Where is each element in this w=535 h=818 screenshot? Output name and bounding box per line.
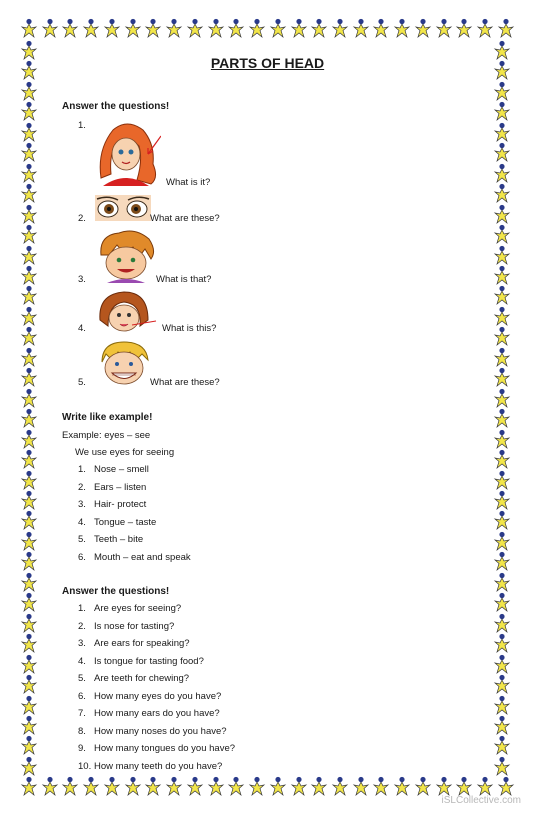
- star-icon: [20, 183, 38, 203]
- star-icon: [20, 204, 38, 224]
- star-icon: [493, 388, 511, 408]
- question-number: 3.: [78, 274, 86, 285]
- question-item-1: [78, 120, 94, 131]
- list-item: 3. Hair- protect: [78, 499, 147, 510]
- star-icon: [20, 224, 38, 244]
- page-title: PARTS OF HEAD: [210, 55, 325, 71]
- question-text: What is it?: [166, 177, 211, 188]
- star-icon: [144, 776, 162, 796]
- list-item: 6. Mouth – eat and speak: [78, 551, 191, 563]
- example-line: Example: eyes – see: [62, 430, 151, 441]
- section3-heading: Answer the questions!: [62, 586, 170, 597]
- star-icon: [227, 776, 245, 796]
- star-icon: [20, 367, 38, 387]
- list-item: 5. Are teeth for chewing?: [78, 673, 190, 684]
- list-item: 10. How many teeth do you have?: [78, 760, 223, 772]
- star-icon: [493, 572, 511, 592]
- star-icon: [414, 776, 432, 796]
- questions-list: [78, 600, 235, 775]
- list-item: 9. How many tongues do you have?: [78, 743, 236, 754]
- star-icon: [493, 245, 511, 265]
- star-icon: [352, 776, 370, 796]
- star-icon: [20, 142, 38, 162]
- star-icon: [186, 18, 204, 38]
- star-icon: [20, 695, 38, 715]
- star-icon: [493, 204, 511, 224]
- star-icon: [476, 776, 494, 796]
- star-icon: [20, 633, 38, 653]
- star-icon: [165, 18, 183, 38]
- question-text: What is this?: [162, 323, 217, 334]
- star-icon: [435, 18, 453, 38]
- star-icon: [124, 18, 142, 38]
- list-item: 4. Tongue – taste: [78, 516, 157, 528]
- star-icon: [493, 326, 511, 346]
- star-icon: [493, 633, 511, 653]
- star-icon: [20, 306, 38, 326]
- star-icon: [455, 776, 473, 796]
- star-icon: [20, 654, 38, 674]
- star-icon: [20, 613, 38, 633]
- star-icon: [493, 510, 511, 530]
- star-icon: [493, 285, 511, 305]
- list-item: 2. Is nose for tasting?: [78, 620, 175, 632]
- star-icon: [61, 776, 79, 796]
- star-icon: [20, 408, 38, 428]
- star-icon: [493, 122, 511, 142]
- list-item: 5. Teeth – bite: [78, 534, 144, 545]
- star-icon: [497, 18, 515, 38]
- star-icon: [82, 18, 100, 38]
- example-sentence: We use eyes for seeing: [75, 447, 175, 458]
- star-icon: [20, 592, 38, 612]
- star-icon: [20, 326, 38, 346]
- question-number: 2.: [78, 213, 86, 224]
- star-icon: [20, 470, 38, 490]
- star-icon: [103, 18, 121, 38]
- list-item: 1. Nose – smell: [78, 464, 149, 475]
- star-icon: [493, 367, 511, 387]
- star-icon: [493, 551, 511, 571]
- list-item: 3. Are ears for speaking?: [78, 638, 190, 649]
- star-icon: [20, 388, 38, 408]
- star-icon: [20, 163, 38, 183]
- star-icon: [493, 408, 511, 428]
- star-icon: [41, 776, 59, 796]
- star-icon: [493, 224, 511, 244]
- star-icon: [497, 776, 515, 796]
- star-icon: [493, 347, 511, 367]
- question-number: 4.: [78, 323, 86, 334]
- star-icon: [207, 776, 225, 796]
- star-icon: [20, 674, 38, 694]
- star-icon: [493, 306, 511, 326]
- star-icon: [372, 776, 390, 796]
- question-text: What are these?: [150, 377, 220, 388]
- star-icon: [493, 490, 511, 510]
- star-icon: [372, 18, 390, 38]
- star-icon: [61, 18, 79, 38]
- star-icon: [493, 81, 511, 101]
- star-icon: [124, 776, 142, 796]
- border-top: [20, 18, 515, 40]
- star-icon: [331, 18, 349, 38]
- question-item-4: [78, 323, 94, 334]
- star-icon: [493, 613, 511, 633]
- star-icon: [493, 735, 511, 755]
- star-icon: [20, 756, 38, 776]
- star-icon: [493, 163, 511, 183]
- star-icon: [493, 429, 511, 449]
- star-icon: [493, 449, 511, 469]
- star-icon: [493, 674, 511, 694]
- star-icon: [493, 695, 511, 715]
- star-icon: [20, 429, 38, 449]
- star-icon: [20, 265, 38, 285]
- section2-heading: Write like example!: [62, 412, 153, 423]
- question-text: What is that?: [156, 274, 212, 285]
- list-item: 4. Is tongue for tasting food?: [78, 655, 204, 667]
- section1-heading: Answer the questions!: [62, 101, 170, 112]
- girl-tongue-picture: [96, 290, 158, 332]
- star-icon: [493, 183, 511, 203]
- star-icon: [207, 18, 225, 38]
- boy-teeth-picture: [96, 340, 152, 388]
- star-icon: [435, 776, 453, 796]
- star-icon: [20, 715, 38, 735]
- star-icon: [82, 776, 100, 796]
- star-icon: [20, 776, 38, 796]
- star-icon: [414, 18, 432, 38]
- star-icon: [248, 776, 266, 796]
- star-icon: [493, 265, 511, 285]
- star-icon: [20, 285, 38, 305]
- girl-hair-picture: [93, 120, 161, 186]
- star-icon: [20, 347, 38, 367]
- star-icon: [493, 715, 511, 735]
- star-icon: [493, 531, 511, 551]
- star-icon: [20, 572, 38, 592]
- star-icon: [290, 776, 308, 796]
- border-right: [493, 40, 515, 776]
- star-icon: [186, 776, 204, 796]
- star-icon: [165, 776, 183, 796]
- star-icon: [290, 18, 308, 38]
- boy-picture: [95, 229, 157, 283]
- star-icon: [476, 18, 494, 38]
- question-number: 1.: [78, 120, 86, 131]
- star-icon: [352, 18, 370, 38]
- star-icon: [20, 18, 38, 38]
- star-icon: [310, 776, 328, 796]
- star-icon: [20, 551, 38, 571]
- question-text: What are these?: [150, 213, 220, 224]
- star-icon: [248, 18, 266, 38]
- question-item-3: [78, 274, 94, 285]
- star-icon: [393, 18, 411, 38]
- star-icon: [493, 142, 511, 162]
- star-icon: [393, 776, 411, 796]
- star-icon: [227, 18, 245, 38]
- star-icon: [20, 449, 38, 469]
- star-icon: [493, 470, 511, 490]
- list-item: 2. Ears – listen: [78, 481, 147, 493]
- list-item: 1. Are eyes for seeing?: [78, 603, 182, 614]
- star-icon: [20, 122, 38, 142]
- star-icon: [493, 756, 511, 776]
- star-icon: [331, 776, 349, 796]
- write-list: [78, 461, 191, 566]
- eyes-picture: [95, 195, 151, 221]
- star-icon: [20, 245, 38, 265]
- star-icon: [455, 18, 473, 38]
- star-icon: [20, 510, 38, 530]
- star-icon: [20, 81, 38, 101]
- star-icon: [493, 592, 511, 612]
- star-icon: [269, 18, 287, 38]
- star-icon: [20, 101, 38, 121]
- list-item: 7. How many ears do you have?: [78, 708, 220, 719]
- question-item-2: [78, 213, 94, 224]
- question-item-5: [78, 377, 94, 388]
- star-icon: [20, 490, 38, 510]
- watermark: iSLCollective.com: [441, 795, 521, 806]
- border-left: [20, 40, 42, 776]
- list-item: 6. How many eyes do you have?: [78, 690, 222, 702]
- star-icon: [20, 531, 38, 551]
- list-item: 8. How many noses do you have?: [78, 725, 227, 737]
- star-icon: [493, 101, 511, 121]
- question-number: 5.: [78, 377, 86, 388]
- star-icon: [493, 654, 511, 674]
- star-icon: [269, 776, 287, 796]
- star-icon: [20, 735, 38, 755]
- star-icon: [144, 18, 162, 38]
- star-icon: [41, 18, 59, 38]
- star-icon: [103, 776, 121, 796]
- star-icon: [310, 18, 328, 38]
